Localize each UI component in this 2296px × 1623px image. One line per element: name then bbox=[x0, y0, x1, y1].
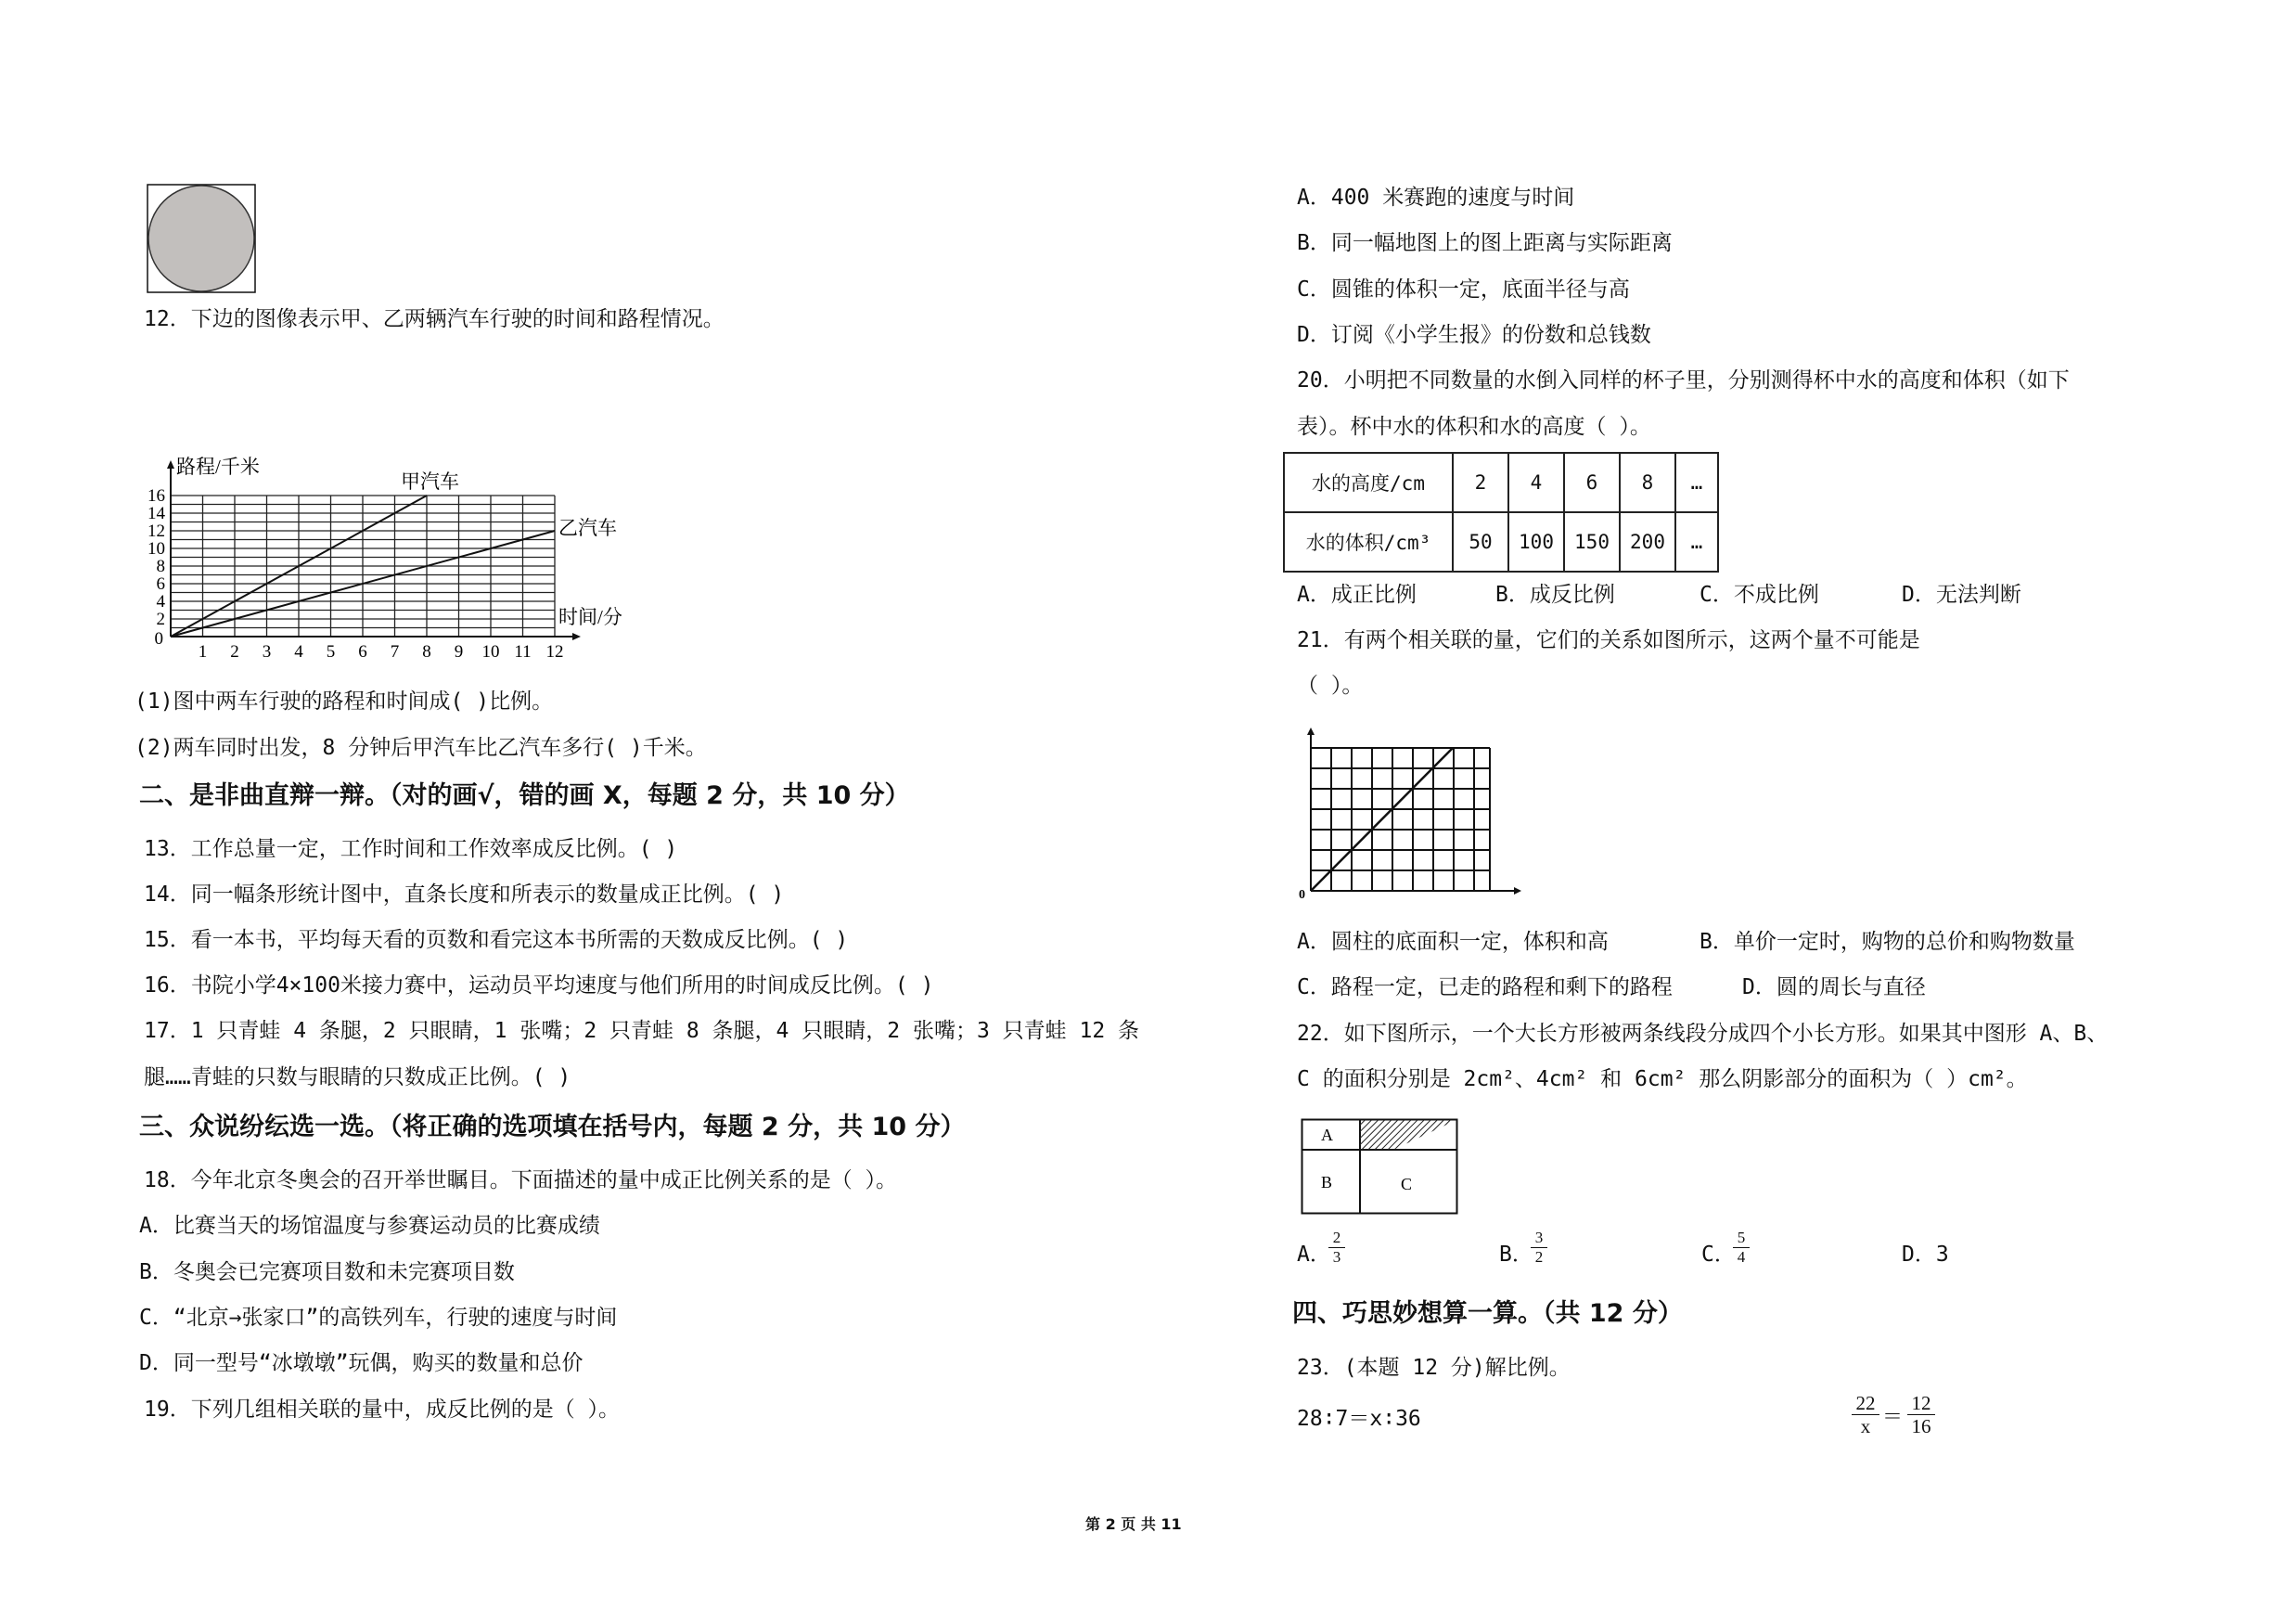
q21-option-a: A．圆柱的底面积一定，体积和高 bbox=[1297, 930, 1609, 954]
y-tick-label: 6 bbox=[156, 574, 165, 594]
fraction-numerator: 22 bbox=[1855, 1392, 1876, 1414]
q21-blank: （ ）。 bbox=[1297, 674, 1364, 698]
table-cell: 50 bbox=[1453, 512, 1508, 572]
q17-line2: 腿……青蛙的只数与眼睛的只数成正比例。( ) bbox=[144, 1065, 571, 1089]
table-cell: 4 bbox=[1508, 453, 1564, 512]
q22-line1: 22．如下图所示，一个大长方形被两条线段分成四个小长方形。如果其中图形 A、B、 bbox=[1297, 1022, 2109, 1046]
q18-option-a: A．比赛当天的场馆温度与参赛运动员的比赛成绩 bbox=[139, 1214, 600, 1238]
water-table bbox=[1283, 452, 1719, 573]
x-tick-label: 8 bbox=[422, 642, 431, 657]
table-cell: 8 bbox=[1620, 453, 1675, 512]
fraction-denominator: x bbox=[1860, 1415, 1871, 1437]
q21-option-b: B．单价一定时，购物的总价和购物数量 bbox=[1700, 930, 2075, 954]
q22-option-a-letter: A． bbox=[1297, 1243, 1331, 1267]
table-header-cell: 水的高度/cm bbox=[1284, 453, 1453, 512]
table-cell: … bbox=[1675, 512, 1718, 572]
fraction-denominator: 3 bbox=[1332, 1248, 1341, 1266]
rect-label-c: C bbox=[1401, 1175, 1413, 1193]
table-row bbox=[1284, 512, 1718, 572]
q21-line-graph bbox=[1297, 724, 1529, 902]
q22-rectangle-figure bbox=[1301, 1118, 1460, 1217]
q18-option-b: B．冬奥会已完赛项目数和未完赛项目数 bbox=[139, 1260, 515, 1284]
x-axis-arrow bbox=[572, 633, 581, 640]
x-tick-label: 5 bbox=[326, 642, 336, 657]
q23-equation-1: 28∶7＝x∶36 bbox=[1297, 1407, 1421, 1431]
x-tick-label: 2 bbox=[230, 642, 239, 657]
q22-line2: C 的面积分别是 2cm²、4cm² 和 6cm² 那么阴影部分的面积为（ ）cm²。 bbox=[1297, 1067, 2028, 1091]
q23-stem: 23．(本题 12 分)解比例。 bbox=[1297, 1356, 1571, 1380]
x-tick-label: 6 bbox=[358, 642, 367, 657]
y-tick-label: 4 bbox=[156, 592, 165, 612]
q19-option-a: A．400 米赛跑的速度与时间 bbox=[1297, 186, 1575, 210]
x-tick-label: 11 bbox=[514, 642, 532, 657]
q20-option-c: C．不成比例 bbox=[1700, 583, 1819, 607]
q21-stem: 21．有两个相关联的量，它们的关系如图所示，这两个量不可能是 bbox=[1297, 628, 1920, 652]
q19-option-b: B．同一幅地图上的图上距离与实际距离 bbox=[1297, 231, 1673, 255]
y-axis-arrow bbox=[167, 460, 174, 469]
table-header-cell: 水的体积/cm³ bbox=[1284, 512, 1453, 572]
x-tick-label: 4 bbox=[294, 642, 303, 657]
q19-option-d: D．订阅《小学生报》的份数和总钱数 bbox=[1297, 323, 1651, 347]
y-axis-label: 路程/千米 bbox=[176, 456, 260, 478]
x-axis-label: 时间/分 bbox=[558, 606, 622, 628]
rect-label-a: A bbox=[1321, 1126, 1333, 1144]
table-cell: 200 bbox=[1620, 512, 1675, 572]
q19-option-c: C．圆锥的体积一定，底面半径与高 bbox=[1297, 277, 1630, 302]
table-cell: 2 bbox=[1453, 453, 1508, 512]
q21-option-d: D．圆的周长与直径 bbox=[1742, 975, 1926, 999]
table-cell: … bbox=[1675, 453, 1718, 512]
q13: 13．工作总量一定，工作时间和工作效率成反比例。( ) bbox=[144, 837, 678, 861]
fraction-numerator: 3 bbox=[1534, 1229, 1544, 1246]
q18-option-c: C．“北京→张家口”的高铁列车，行驶的速度与时间 bbox=[139, 1306, 618, 1330]
q15: 15．看一本书，平均每天看的页数和看完这本书所需的天数成反比例。( ) bbox=[144, 928, 849, 952]
q18-option-d: D．同一型号“冰墩墩”玩偶，购买的数量和总价 bbox=[139, 1351, 584, 1375]
table-row bbox=[1284, 453, 1718, 512]
distance-time-chart bbox=[139, 351, 659, 657]
q20-option-a: A．成正比例 bbox=[1297, 583, 1417, 607]
y-tick-label: 14 bbox=[148, 504, 165, 523]
x-tick-label: 10 bbox=[481, 642, 500, 657]
q18-stem: 18．今年北京冬奥会的召开举世瞩目。下面描述的量中成正比例关系的是（ ）。 bbox=[144, 1168, 898, 1192]
rect-label-b: B bbox=[1321, 1173, 1333, 1191]
q19-stem: 19．下列几组相关联的量中，成反比例的是（ ）。 bbox=[144, 1398, 621, 1422]
q23-equation-2-right-fraction bbox=[1907, 1392, 1935, 1437]
section2-title: 二、是非曲直辩一辩。（对的画√，错的画 X，每题 2 分，共 10 分） bbox=[139, 781, 910, 810]
q16: 16．书院小学4×100米接力赛中，运动员平均速度与他们所用的时间成反比例。( ) bbox=[144, 973, 934, 998]
page-footer: 第 2 页 共 11 bbox=[1085, 1515, 1182, 1533]
q12-sub2: (2)两车同时出发，8 分钟后甲汽车比乙汽车多行( )千米。 bbox=[135, 736, 707, 760]
fraction-two-thirds bbox=[1328, 1229, 1345, 1267]
equals-sign: ＝ bbox=[1882, 1406, 1904, 1429]
section3-title: 三、众说纷纭选一选。（将正确的选项填在括号内，每题 2 分，共 10 分） bbox=[139, 1113, 966, 1141]
q22-option-d: D．3 bbox=[1902, 1243, 1949, 1267]
q20-line1: 20．小明把不同数量的水倒入同样的杯子里，分别测得杯中水的高度和体积（如下 bbox=[1297, 368, 2070, 393]
fraction-numerator: 5 bbox=[1737, 1229, 1746, 1246]
series-label: 乙汽车 bbox=[558, 517, 617, 539]
q20-option-d: D．无法判断 bbox=[1902, 583, 2021, 607]
x-tick-label: 1 bbox=[198, 642, 208, 657]
q21-option-c: C．路程一定，已走的路程和剩下的路程 bbox=[1297, 975, 1673, 999]
q21-origin-label: 0 bbox=[1299, 888, 1305, 902]
y-tick-label: 2 bbox=[156, 610, 165, 629]
q12-stem: 12．下边的图像表示甲、乙两辆汽车行驶的时间和路程情况。 bbox=[144, 307, 725, 331]
y-tick-label: 10 bbox=[148, 539, 165, 559]
q22-option-b-letter: B． bbox=[1499, 1243, 1533, 1267]
y-tick-label: 8 bbox=[156, 557, 165, 576]
fraction-denominator: 2 bbox=[1534, 1248, 1544, 1266]
x-tick-label: 9 bbox=[454, 642, 464, 657]
table-cell: 6 bbox=[1564, 453, 1620, 512]
table-cell: 100 bbox=[1508, 512, 1564, 572]
y-tick-label: 16 bbox=[148, 486, 165, 506]
fraction-three-halves bbox=[1531, 1229, 1547, 1267]
y-tick-label: 12 bbox=[148, 522, 165, 541]
q22-option-c-letter: C． bbox=[1701, 1243, 1736, 1267]
section4-title: 四、巧思妙想算一算。（共 12 分） bbox=[1292, 1299, 1683, 1328]
circle-square-figure bbox=[147, 184, 256, 293]
origin-label: 0 bbox=[154, 629, 163, 649]
q12-sub1: (1)图中两车行驶的路程和时间成( )比例。 bbox=[135, 689, 554, 714]
x-tick-label: 12 bbox=[545, 642, 564, 657]
q17-line1: 17．1 只青蛙 4 条腿，2 只眼睛，1 张嘴；2 只青蛙 8 条腿，4 只眼睛，2 张嘴；3 只青蛙 12 条 bbox=[144, 1019, 1140, 1043]
fraction-five-fourths bbox=[1733, 1229, 1750, 1267]
q23-equation-2-left-fraction bbox=[1852, 1392, 1879, 1437]
fraction-numerator: 12 bbox=[1911, 1392, 1931, 1414]
series-label: 甲汽车 bbox=[401, 470, 459, 493]
fraction-denominator: 4 bbox=[1737, 1248, 1746, 1266]
x-tick-label: 7 bbox=[390, 642, 400, 657]
q14: 14．同一幅条形统计图中，直条长度和所表示的数量成正比例。( ) bbox=[144, 882, 785, 907]
fraction-numerator: 2 bbox=[1332, 1229, 1341, 1246]
table-cell: 150 bbox=[1564, 512, 1620, 572]
x-tick-label: 3 bbox=[262, 642, 272, 657]
fraction-denominator: 16 bbox=[1911, 1415, 1931, 1437]
q20-line2: 表）。杯中水的体积和水的高度（ ）。 bbox=[1297, 415, 1651, 439]
q20-option-b: B．成反比例 bbox=[1495, 583, 1615, 607]
